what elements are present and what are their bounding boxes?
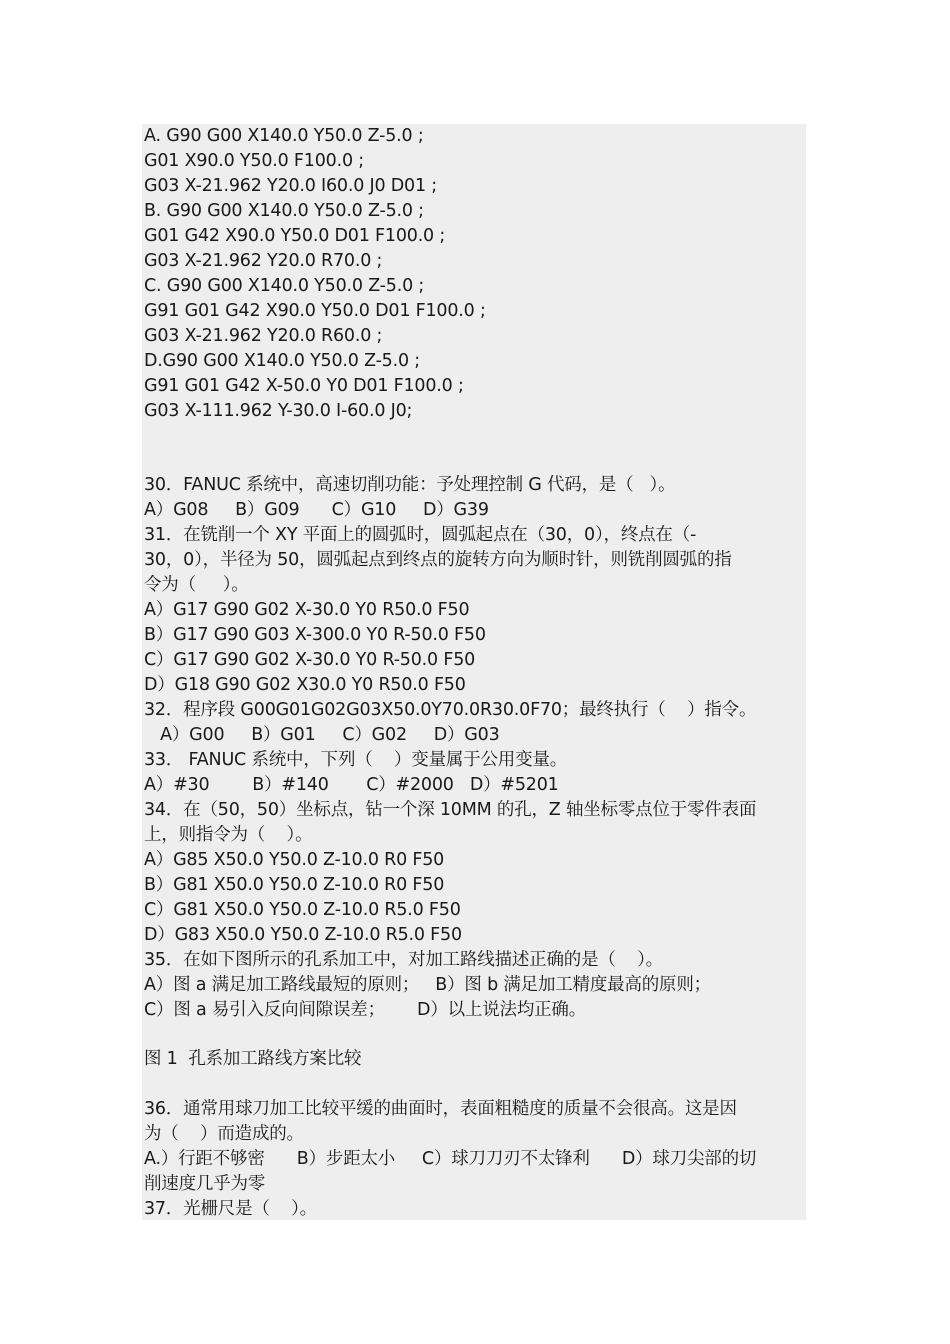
question-33-options: A）#30 B）#140 C）#2000 D）#5201 (144, 775, 559, 795)
question-34-line-2: 上，则指令为（ ）。 (144, 825, 313, 845)
answer-option-d-line-1: D.G90 G00 X140.0 Y50.0 Z-5.0 ; (144, 351, 420, 371)
question-37: 37．光栅尺是（ ）。 (144, 1199, 317, 1219)
question-31-option-b: B）G17 G90 G03 X-300.0 Y0 R-50.0 F50 (144, 625, 486, 645)
question-36-options-line-2: 削速度几乎为零 (144, 1174, 266, 1194)
question-36-line-2: 为（ ）而造成的。 (144, 1124, 304, 1144)
question-31-line-3: 令为（ ）。 (144, 575, 249, 595)
question-30-options: A）G08 B）G09 C）G10 D）G39 (144, 500, 489, 520)
answer-option-a-line-1: A. G90 G00 X140.0 Y50.0 Z-5.0 ; (144, 126, 424, 146)
figure-caption: 图 1 孔系加工路线方案比较 (144, 1049, 362, 1069)
question-34-option-b: B）G81 X50.0 Y50.0 Z-10.0 R0 F50 (144, 875, 445, 895)
question-34-line-1: 34．在（50，50）坐标点，钻一个深 10MM 的孔，Z 轴坐标零点位于零件表面 (144, 800, 757, 820)
answer-option-c-line-1: C. G90 G00 X140.0 Y50.0 Z-5.0 ; (144, 276, 425, 296)
question-35: 35．在如下图所示的孔系加工中，对加工路线描述正确的是（ ）。 (144, 950, 663, 970)
answer-option-b-line-1: B. G90 G00 X140.0 Y50.0 Z-5.0 ; (144, 201, 424, 221)
question-31-option-c: C）G17 G90 G02 X-30.0 Y0 R-50.0 F50 (144, 650, 476, 670)
question-32-options: A）G00 B）G01 C）G02 D）G03 (144, 725, 500, 745)
question-36-options-line-1: A.）行距不够密 B）步距太小 C）球刀刀刃不太锋利 D）球刀尖部的切 (144, 1149, 757, 1169)
question-31-line-2: 30，0），半径为 50，圆弧起点到终点的旋转方向为顺时针，则铣削圆弧的指 (144, 550, 732, 570)
question-34-option-d: D）G83 X50.0 Y50.0 Z-10.0 R5.0 F50 (144, 925, 462, 945)
answer-option-b-line-2: G01 G42 X90.0 Y50.0 D01 F100.0 ; (144, 226, 446, 246)
question-35-options-ab: A）图 a 满足加工路线最短的原则； B）图 b 满足加工精度最高的原则； (144, 975, 711, 995)
question-35-options-cd: C）图 a 易引入反向间隙误差； D）以上说法均正确。 (144, 1000, 587, 1020)
question-34-option-c: C）G81 X50.0 Y50.0 Z-10.0 R5.0 F50 (144, 900, 461, 920)
answer-option-d-line-3: G03 X-111.962 Y-30.0 I-60.0 J0; (144, 401, 413, 421)
question-31-option-a: A）G17 G90 G02 X-30.0 Y0 R50.0 F50 (144, 600, 470, 620)
question-34-option-a: A）G85 X50.0 Y50.0 Z-10.0 R0 F50 (144, 850, 445, 870)
question-30: 30．FANUC 系统中，高速切削功能：予处理控制 G 代码，是（ ）。 (144, 475, 676, 495)
answer-option-a-line-2: G01 X90.0 Y50.0 F100.0 ; (144, 151, 364, 171)
answer-option-b-line-3: G03 X-21.962 Y20.0 R70.0 ; (144, 251, 383, 271)
question-36-line-1: 36．通常用球刀加工比较平缓的曲面时，表面粗糙度的质量不会很高。这是因 (144, 1099, 737, 1119)
question-32: 32．程序段 G00G01G02G03X50.0Y70.0R30.0F70；最终执行（ ）指令。 (144, 700, 757, 720)
question-33: 33． FANUC 系统中，下列（ ）变量属于公用变量。 (144, 750, 567, 770)
answer-option-a-line-3: G03 X-21.962 Y20.0 I60.0 J0 D01 ; (144, 176, 437, 196)
question-31-line-1: 31．在铣削一个 XY 平面上的圆弧时，圆弧起点在（30，0），终点在（- (144, 525, 697, 545)
answer-option-c-line-3: G03 X-21.962 Y20.0 R60.0 ; (144, 326, 383, 346)
question-31-option-d: D）G18 G90 G02 X30.0 Y0 R50.0 F50 (144, 675, 466, 695)
answer-option-c-line-2: G91 G01 G42 X90.0 Y50.0 D01 F100.0 ; (144, 301, 486, 321)
answer-option-d-line-2: G91 G01 G42 X-50.0 Y0 D01 F100.0 ; (144, 376, 464, 396)
